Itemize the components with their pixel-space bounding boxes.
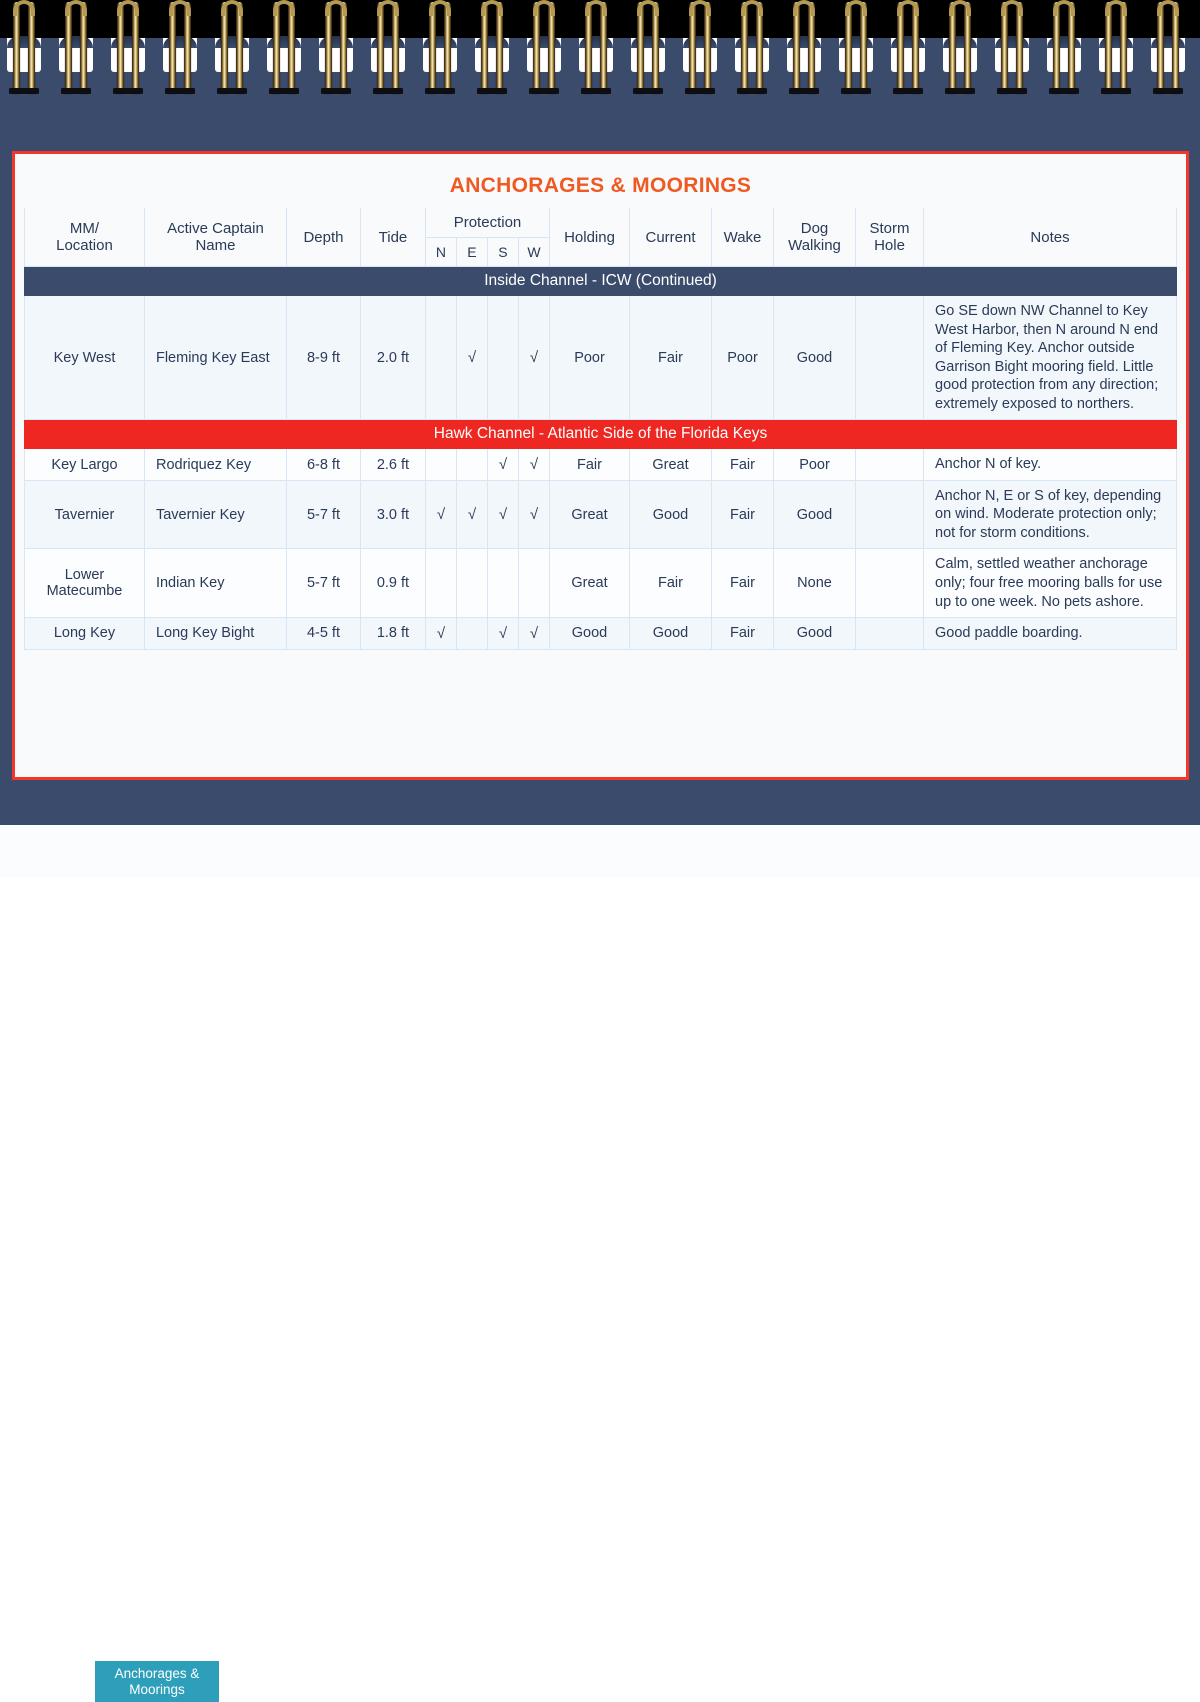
cell-protection-s — [487, 296, 518, 420]
column-header-depth: Depth — [286, 208, 360, 267]
column-header-protection-e: E — [456, 238, 487, 267]
spiral-coil — [423, 0, 457, 100]
cell-protection-w: √ — [518, 480, 549, 549]
cell-captain-name: Fleming Key East — [144, 296, 286, 420]
coil-wire-arc — [65, 0, 87, 16]
coil-wire-arc — [897, 0, 919, 16]
coil-shadow — [789, 88, 819, 94]
spiral-coil — [1099, 0, 1133, 100]
coil-wire-arc — [1053, 0, 1075, 16]
coil-shadow — [1049, 88, 1079, 94]
coil-wire-arc — [325, 0, 347, 16]
coil-wire-arc — [949, 0, 971, 16]
table-row — [24, 549, 1176, 618]
cell-depth: 5-7 ft — [286, 549, 360, 618]
section-band-label: Hawk Channel - Atlantic Side of the Florida Keys — [24, 420, 1176, 449]
table-row — [24, 449, 1176, 481]
spiral-coil — [7, 0, 41, 100]
coil-wire-arc — [689, 0, 711, 16]
cell-holding: Poor — [550, 296, 630, 420]
spiral-coil — [319, 0, 353, 100]
cell-captain-name: Long Key Bight — [144, 618, 286, 650]
section-band-row — [24, 420, 1176, 449]
coil-shadow — [373, 88, 403, 94]
spiral-coil — [475, 0, 509, 100]
spiral-coil — [215, 0, 249, 100]
coil-wire-arc — [1105, 0, 1127, 16]
cell-protection-n — [425, 449, 456, 481]
cell-storm-hole — [856, 549, 924, 618]
cell-protection-n: √ — [425, 618, 456, 650]
cell-captain-name: Tavernier Key — [144, 480, 286, 549]
column-header-protection: Protection — [425, 208, 549, 238]
coil-shadow — [425, 88, 455, 94]
column-header-active-captain-name — [144, 208, 286, 267]
cell-wake: Fair — [712, 549, 774, 618]
table-header — [24, 208, 1176, 267]
cell-storm-hole — [856, 480, 924, 549]
tab-strip — [0, 825, 1200, 1697]
coil-shadow — [321, 88, 351, 94]
cell-tide: 2.6 ft — [360, 449, 425, 481]
cell-protection-s: √ — [487, 618, 518, 650]
section-band-row — [24, 267, 1176, 296]
cell-current: Good — [630, 480, 712, 549]
column-header-holding: Holding — [550, 208, 630, 267]
coil-shadow — [529, 88, 559, 94]
cell-holding: Great — [550, 480, 630, 549]
coil-wire-arc — [845, 0, 867, 16]
cell-tide: 3.0 ft — [360, 480, 425, 549]
cell-protection-s: √ — [487, 449, 518, 481]
cell-tide: 2.0 ft — [360, 296, 425, 420]
spiral-coil — [943, 0, 977, 100]
cell-wake: Fair — [712, 449, 774, 481]
spiral-coil — [1151, 0, 1185, 100]
table-body — [24, 267, 1176, 650]
spiral-coil — [163, 0, 197, 100]
coil-wire-arc — [741, 0, 763, 16]
section-band-label: Inside Channel - ICW (Continued) — [24, 267, 1176, 296]
spiral-coil — [735, 0, 769, 100]
coil-wire-arc — [377, 0, 399, 16]
coil-shadow — [685, 88, 715, 94]
cell-location: Key West — [24, 296, 144, 420]
column-header-protection-w: W — [518, 238, 549, 267]
cell-depth: 6-8 ft — [286, 449, 360, 481]
spiral-coil — [371, 0, 405, 100]
coil-wire-arc — [533, 0, 555, 16]
coil-wire-arc — [117, 0, 139, 16]
column-header-location — [24, 208, 144, 267]
coil-wire-arc — [169, 0, 191, 16]
cell-notes: Go SE down NW Channel to Key West Harbor, then N around N end of Fleming Key. Anchor outside Garrison Bight mooring field. Little good protection from any direction; extremely exposed to northers. — [924, 296, 1177, 420]
column-header-protection-n: N — [425, 238, 456, 267]
cell-storm-hole — [856, 618, 924, 650]
cell-storm-hole — [856, 296, 924, 420]
coil-shadow — [581, 88, 611, 94]
cell-dog-walking: Good — [774, 618, 856, 650]
coil-shadow — [477, 88, 507, 94]
coil-wire-arc — [1157, 0, 1179, 16]
cell-captain-name: Indian Key — [144, 549, 286, 618]
cell-protection-w: √ — [518, 449, 549, 481]
cell-storm-hole — [856, 449, 924, 481]
cell-depth: 5-7 ft — [286, 480, 360, 549]
coil-shadow — [9, 88, 39, 94]
storm-header-line2: Hole — [874, 237, 905, 254]
name-header-line1: Active Captain — [167, 220, 264, 237]
anchorages-card — [12, 151, 1189, 780]
cell-dog-walking: None — [774, 549, 856, 618]
spiral-coil — [683, 0, 717, 100]
name-header-line2: Name — [195, 237, 236, 254]
cell-notes: Good paddle boarding. — [924, 618, 1177, 650]
column-header-wake: Wake — [712, 208, 774, 267]
cell-protection-w — [518, 549, 549, 618]
spiral-coil — [527, 0, 561, 100]
cell-protection-n — [425, 296, 456, 420]
cell-depth: 4-5 ft — [286, 618, 360, 650]
table-row — [24, 296, 1176, 420]
cell-holding: Fair — [550, 449, 630, 481]
cell-wake: Poor — [712, 296, 774, 420]
storm-header-line1: Storm — [869, 220, 910, 237]
coil-wire-arc — [637, 0, 659, 16]
cell-protection-s: √ — [487, 480, 518, 549]
spiral-coil — [267, 0, 301, 100]
page-title: ANCHORAGES & MOORINGS — [449, 174, 752, 197]
spiral-coil — [111, 0, 145, 100]
cell-notes: Calm, settled weather anchorage only; four free mooring balls for use up to one week. No pets ashore. — [924, 549, 1177, 618]
coil-shadow — [61, 88, 91, 94]
tab-label-line1: Anchorages & — [114, 1666, 200, 1681]
column-header-notes: Notes — [924, 208, 1177, 267]
tab-label-line2: Moorings — [129, 1681, 185, 1697]
coil-wire-arc — [481, 0, 503, 16]
coil-wire-arc — [585, 0, 607, 16]
cell-protection-s — [487, 549, 518, 618]
cell-protection-n: √ — [425, 480, 456, 549]
coil-wire-arc — [429, 0, 451, 16]
location-header-line1: MM/ — [69, 220, 100, 237]
cell-dog-walking: Poor — [774, 449, 856, 481]
cell-notes: Anchor N, E or S of key, depending on wind. Moderate protection only; not for storm conditions. — [924, 480, 1177, 549]
cell-location: Tavernier — [24, 480, 144, 549]
cell-protection-e: √ — [456, 480, 487, 549]
cell-location: Lower Matecumbe — [24, 549, 144, 618]
cell-current: Fair — [630, 549, 712, 618]
cell-tide: 0.9 ft — [360, 549, 425, 618]
column-header-tide: Tide — [360, 208, 425, 267]
coil-wire-arc — [1001, 0, 1023, 16]
column-header-dog-walking — [774, 208, 856, 267]
cell-wake: Fair — [712, 618, 774, 650]
cell-current: Good — [630, 618, 712, 650]
location-header-line2: Location — [56, 237, 113, 254]
cell-protection-e — [456, 549, 487, 618]
cell-tide: 1.8 ft — [360, 618, 425, 650]
coil-shadow — [633, 88, 663, 94]
cell-current: Great — [630, 449, 712, 481]
spiral-coil — [787, 0, 821, 100]
cell-location: Long Key — [24, 618, 144, 650]
anchorages-table — [24, 208, 1177, 650]
cell-captain-name: Rodriquez Key — [144, 449, 286, 481]
coil-shadow — [945, 88, 975, 94]
coil-shadow — [269, 88, 299, 94]
column-header-storm-hole — [856, 208, 924, 267]
coil-shadow — [737, 88, 767, 94]
coil-shadow — [217, 88, 247, 94]
cell-dog-walking: Good — [774, 296, 856, 420]
spiral-coil — [579, 0, 613, 100]
cell-dog-walking: Good — [774, 480, 856, 549]
cell-depth: 8-9 ft — [286, 296, 360, 420]
table-row — [24, 480, 1176, 549]
coil-wire-arc — [273, 0, 295, 16]
dog-header-line1: Dog — [800, 220, 829, 237]
spiral-binding — [0, 0, 1200, 110]
spiral-coil — [995, 0, 1029, 100]
table-row — [24, 618, 1176, 650]
spiral-coil — [839, 0, 873, 100]
tab-anchorages-moorings[interactable] — [95, 1661, 219, 1702]
cell-protection-n — [425, 549, 456, 618]
cell-protection-e: √ — [456, 296, 487, 420]
cell-protection-e — [456, 618, 487, 650]
coil-wire-arc — [221, 0, 243, 16]
coil-shadow — [113, 88, 143, 94]
cell-current: Fair — [630, 296, 712, 420]
coil-shadow — [997, 88, 1027, 94]
coil-wire-arc — [793, 0, 815, 16]
cell-notes: Anchor N of key. — [924, 449, 1177, 481]
spiral-coil — [1047, 0, 1081, 100]
cell-holding: Good — [550, 618, 630, 650]
coil-shadow — [1153, 88, 1183, 94]
cell-protection-e — [456, 449, 487, 481]
coil-shadow — [893, 88, 923, 94]
cell-wake: Fair — [712, 480, 774, 549]
coil-wire-arc — [13, 0, 35, 16]
coil-shadow — [841, 88, 871, 94]
cell-protection-w: √ — [518, 618, 549, 650]
spiral-coil — [631, 0, 665, 100]
dog-header-line2: Walking — [788, 237, 841, 254]
cell-holding: Great — [550, 549, 630, 618]
column-header-current: Current — [630, 208, 712, 267]
coil-shadow — [165, 88, 195, 94]
coil-shadow — [1101, 88, 1131, 94]
column-header-protection-s: S — [487, 238, 518, 267]
spiral-coil — [59, 0, 93, 100]
cell-location: Key Largo — [24, 449, 144, 481]
cell-protection-w: √ — [518, 296, 549, 420]
spiral-coil — [891, 0, 925, 100]
